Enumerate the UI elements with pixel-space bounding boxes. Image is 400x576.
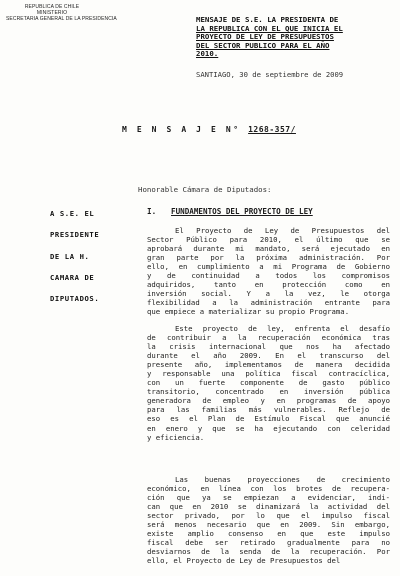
text-line: y de continuidad a todos los compromisos [147, 271, 390, 281]
text-line: desviarnos de la senda de la recuperación. Por [147, 547, 390, 557]
letterhead-line: SECRETARIA GENERAL DE LA PRESIDENCIA [6, 16, 117, 22]
text-line: aprobará durante mi mandato, será ejecutado en [147, 244, 390, 254]
addressee-line: DIPUTADOS. [50, 294, 100, 303]
text-line: económico, en línea con los brotes de recupera- [147, 484, 390, 494]
section-title: FUNDAMENTOS DEL PROYECTO DE LEY [171, 207, 313, 216]
text-line: Sector Público para 2010, el último que se [147, 235, 390, 245]
document-date: SANTIAGO, 30 de septiembre de 2009 [196, 70, 344, 79]
paragraph-2 [147, 324, 390, 442]
title-line: DEL SECTOR PUBLICO PARA EL AÑO [196, 40, 330, 50]
addressee-line: DE LA H. [50, 252, 90, 261]
text-line: la crisis internacional que nos ha afectado [147, 342, 390, 352]
text-line: sector privado, por lo que el impulso fiscal [147, 511, 390, 521]
title-line: 2010. [196, 49, 219, 59]
text-line: presente año, implementamos de manera decidida [147, 360, 390, 370]
title-line: MENSAJE DE S.E. LA PRESIDENTA DE [196, 15, 339, 24]
section-heading [147, 207, 313, 216]
text-line: fiscal debe ser retirado gradualmente para no [147, 538, 390, 548]
text-line: con un fuerte componente de gasto público [147, 378, 390, 388]
text-line: y responsable una política fiscal contracíclica, [147, 369, 390, 379]
text-line: y eficiencia. [147, 432, 205, 442]
text-line: eso es el Plan de Estímulo Fiscal que anuncié [147, 414, 390, 424]
message-number [122, 125, 296, 134]
text-line: flexibilidad a la administración entrante para [147, 298, 390, 308]
text-line: ello, en cumplimiento a mi Programa de Gobierno [147, 262, 390, 272]
text-line: durante el año 2009. En el transcurso del [147, 351, 390, 361]
text-line: transitorio, concentrado en inversión pública [147, 387, 390, 397]
section-number: I. [147, 207, 157, 216]
paragraph-3 [147, 475, 390, 565]
text-line: para las familias más vulnerables. Reflejo de [147, 405, 390, 415]
paragraph-1 [147, 226, 390, 316]
message-code: 1268-357/ [248, 125, 296, 134]
letterhead-line: MINISTERIO [36, 10, 68, 16]
text-line: adquiridos, tanto en protección como en [147, 280, 390, 290]
text-line: Las buenas proyecciones de crecimiento [175, 475, 390, 484]
text-line: gran parte por la próxima administración. Por [147, 253, 390, 263]
text-line: ción que ya se empiezan a evidenciar, indi- [147, 493, 390, 503]
title-line: PROYECTO DE LEY DE PRESUPUESTOS [196, 32, 334, 42]
addressee-line: PRESIDENTE [50, 230, 100, 239]
text-line: Este proyecto de ley, enfrenta el desafío [175, 324, 390, 333]
text-line: can que en 2010 se dinamizará la actividad del [147, 502, 390, 512]
text-line: de contribuir a la recuperación económica tras [147, 333, 390, 343]
addressee-line: CAMARA DE [50, 273, 95, 282]
text-line: inversión social. Y a la vez, le otorga [147, 289, 390, 299]
text-line: será menos necesario que en 2009. Sin embargo, [147, 520, 390, 530]
salutation: Honorable Cámara de Diputados: [138, 185, 272, 194]
message-label: M E N S A J E N° [122, 125, 241, 134]
text-line: que empiece a materializar su propio Programa. [147, 307, 350, 317]
text-line: existe amplio consenso en que este impulso [147, 529, 390, 539]
text-line: El Proyecto de Ley de Presupuestos del [175, 226, 390, 235]
text-line: generadora de empleo y en programas de apoyo [147, 396, 390, 406]
text-line: en enero y que se ha ejecutando con celeridad [147, 423, 390, 433]
letterhead-line: REPUBLICA DE CHILE [24, 4, 80, 10]
title-line: LA REPUBLICA CON EL QUE INICIA EL [196, 23, 343, 33]
letterhead [6, 4, 117, 22]
text-line: ello, el Proyecto de Ley de Presupuestos del [147, 556, 341, 566]
document-title [196, 16, 396, 59]
addressee-line: A S.E. EL [50, 209, 95, 218]
